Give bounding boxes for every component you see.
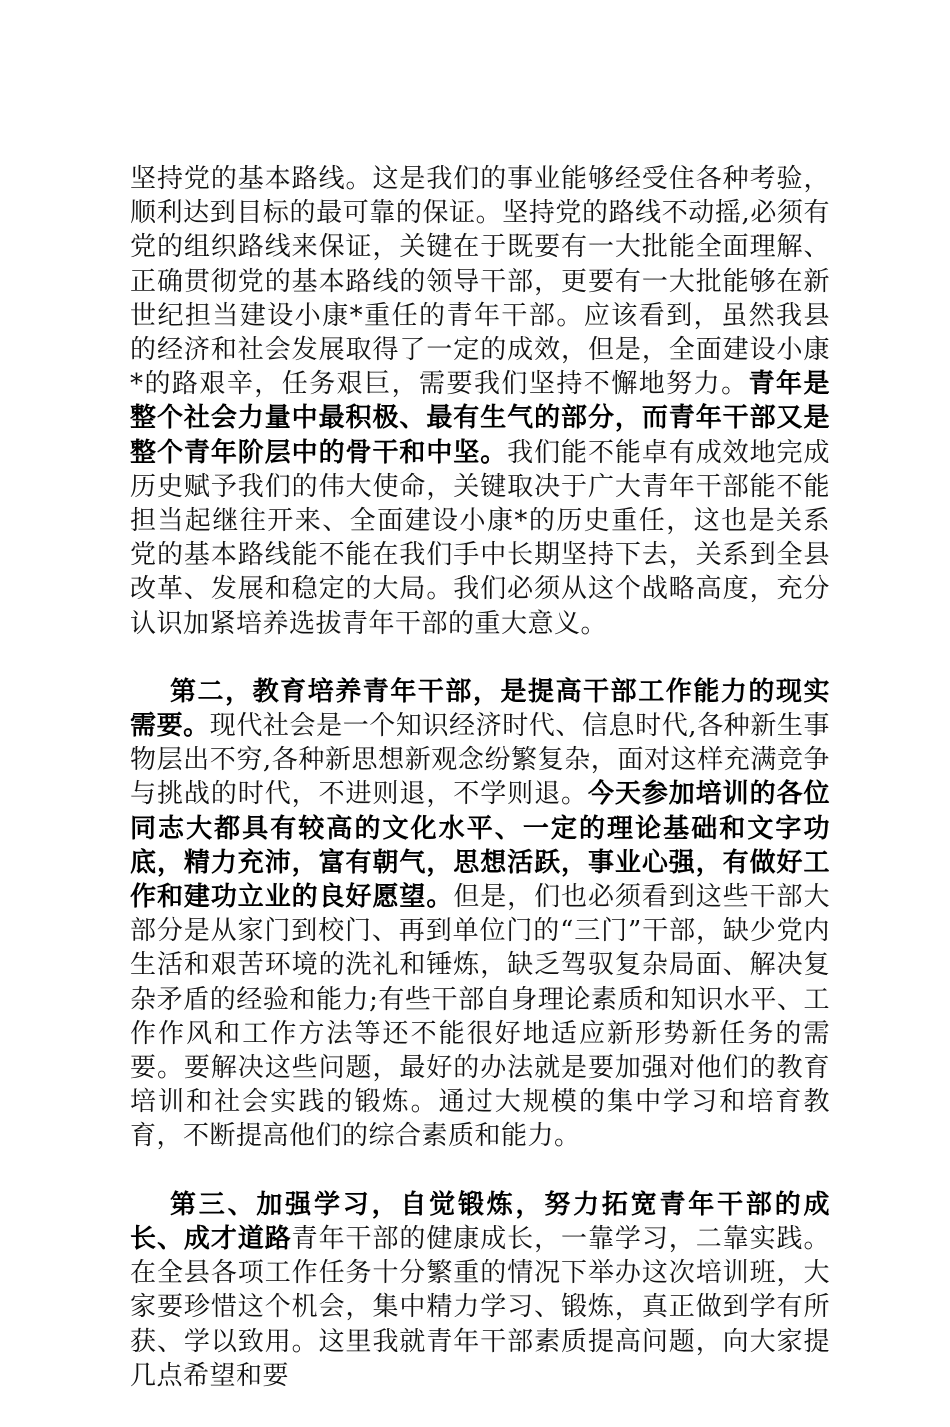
paragraph-3-text: 青年干部的健康成长，一靠学习，二靠实践。在全县各项工作任务十分繁重的情况下举办这次培训班，大家要珍惜这个机会，集中精力学习、锻炼，真正做到学有所获、学以致用。这里我就青年干部素质提高问题，向大家提几点希望和要 (130, 1223, 830, 1391)
paragraph-1-bold-emphasis: 青年是整个社会力量中最积极、最有生气的部分，而青年干部又是整个青年阶层中的骨干和中坚。 (130, 369, 830, 468)
paragraph-3-heading: 第三、加强学习，自觉锻炼，努力拓宽青年干部的成长、成才道路 (130, 1189, 830, 1254)
paragraph-3 (130, 1188, 830, 1393)
paragraph-2-bold-emphasis: 今天参加培训的各位同志大都具有较高的文化水平、一定的理论基础和文字功底，精力充沛，富有朝气，思想活跃，事业心强，有做好工作和建功立业的良好愿望。 (130, 779, 830, 913)
paragraph-1 (130, 162, 830, 641)
paragraph-2 (130, 675, 830, 1154)
paragraph-1-text-continued: 我们能不能卓有成效地完成历史赋予我们的伟大使命，关键取决于广大青年干部能不能担当起继往开来、全面建设小康*的历史重任，这也是关系党的基本路线能不能在我们手中长期坚持下去，关系到全县改革、发展和稳定的大局。我们必须从这个战略高度，充分认识加紧培养选拔青年干部的重大意义。 (130, 437, 830, 639)
paragraph-2-heading: 第二，教育培养青年干部，是提高干部工作能力的现实需要。 (130, 676, 830, 742)
paragraph-2-text-continued: 但是，们也必须看到这些干部大部分是从家门到校门、再到单位门的“三门”干部，缺少党内生活和艰苦环境的洗礼和锤炼，缺乏驾驭复杂局面、解决复杂矛盾的经验和能力;有些干部自身理论素质和知识水平、工作作风和工作方法等还不能很好地适应新形势新任务的需要。要解决这些问题，最好的办法就是要加强对他们的教育培训和社会实践的锻炼。通过大规模的集中学习和培育教育，不断提高他们的综合素质和能力。 (130, 882, 830, 1152)
document-page (130, 162, 830, 1427)
paragraph-1-text: 坚持党的基本路线。这是我们的事业能够经受住各种考验，顺利达到目标的最可靠的保证。坚持党的路线不动摇,必须有党的组织路线来保证，关键在于既要有一大批能全面理解、正确贯彻党的基本路线的领导干部，更要有一大批能够在新世纪担当建设小康*重任的青年干部。应该看到，虽然我县的经济和社会发展取得了一定的成效，但是，全面建设小康*的路艰辛，任务艰巨，需要我们坚持不懈地努力。 (130, 164, 830, 400)
paragraph-2-text: 现代社会是一个知识经济时代、信息时代,各种新生事物层出不穷,各种新思想新观念纷繁复杂，面对这样充满竞争与挑战的时代，不进则退，不学则退。 (130, 711, 830, 810)
